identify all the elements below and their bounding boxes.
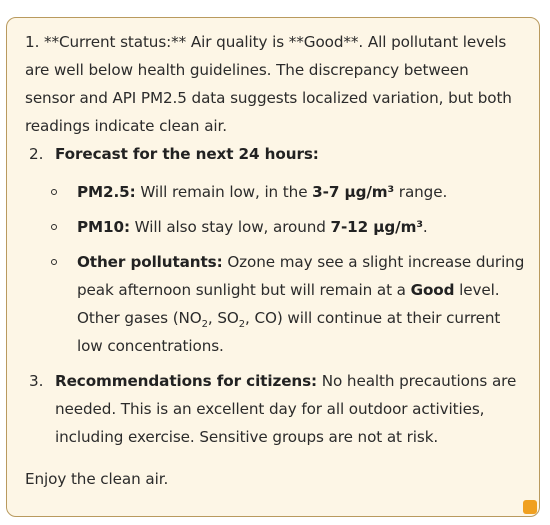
item1-line3: sensor and API PM2.5 data suggests localized variation, but both (25, 89, 512, 107)
item3-number: 3. (29, 372, 44, 390)
item2-heading: Forecast for the next 24 hours: (55, 145, 319, 163)
other-line2 (25, 276, 521, 304)
pm10-range: 7-12 µg/m³ (330, 218, 423, 236)
item3-heading: Recommendations for citizens: (55, 372, 318, 390)
other-line3-a: Other gases (NO (77, 309, 202, 327)
item3-line1-text: No health precautions are (317, 372, 517, 390)
hollow-circle-bullet-icon (51, 189, 57, 195)
pm25-text-before: Will remain low, in the (135, 183, 313, 201)
bullet-pm10 (25, 213, 521, 241)
resize-handle-icon[interactable] (523, 500, 537, 514)
pm10-text-after: . (422, 218, 428, 236)
item1-line1: 1. **Current status:** Air quality is **Good**. All pollutant levels (25, 33, 507, 51)
item3-line2: needed. This is an excellent day for all outdoor activities, (55, 400, 485, 418)
other-label: Other pollutants: (77, 253, 223, 271)
other-line2-before: peak afternoon sunlight but will remain at a (77, 281, 411, 299)
item3-heading-row (25, 367, 521, 395)
hollow-circle-bullet-icon (51, 224, 57, 230)
pm25-range: 3-7 µg/m³ (312, 183, 395, 201)
so2-subscript: 2 (238, 319, 246, 331)
pm25-text-after: range. (394, 183, 448, 201)
chat-message-panel (6, 17, 540, 517)
hollow-circle-bullet-icon (51, 259, 57, 265)
other-line4: low concentrations. (77, 337, 224, 355)
pm25-label: PM2.5: (77, 183, 136, 201)
pm10-text-before: Will also stay low, around (129, 218, 331, 236)
other-line2-bold: Good (410, 281, 455, 299)
other-line1-text: Ozone may see a slight increase during (222, 253, 525, 271)
item1-line2: are well below health guidelines. The discrepancy between (25, 61, 469, 79)
other-line2-after: level. (454, 281, 500, 299)
bullet-pm25 (25, 178, 521, 206)
item2-number: 2. (29, 145, 44, 163)
closing-text: Enjoy the clean air. (25, 470, 169, 488)
item3-line3: including exercise. Sensitive groups are not at risk. (55, 428, 439, 446)
pm10-label: PM10: (77, 218, 130, 236)
other-line3-b: , SO (207, 309, 239, 327)
item2-heading-row (25, 140, 521, 168)
item1-line4: readings indicate clean air. (25, 117, 227, 135)
bullet-other-pollutants (25, 248, 525, 276)
other-line3 (25, 304, 521, 332)
no2-subscript: 2 (201, 319, 208, 331)
other-line3-c: , CO) will continue at their current (245, 309, 501, 327)
